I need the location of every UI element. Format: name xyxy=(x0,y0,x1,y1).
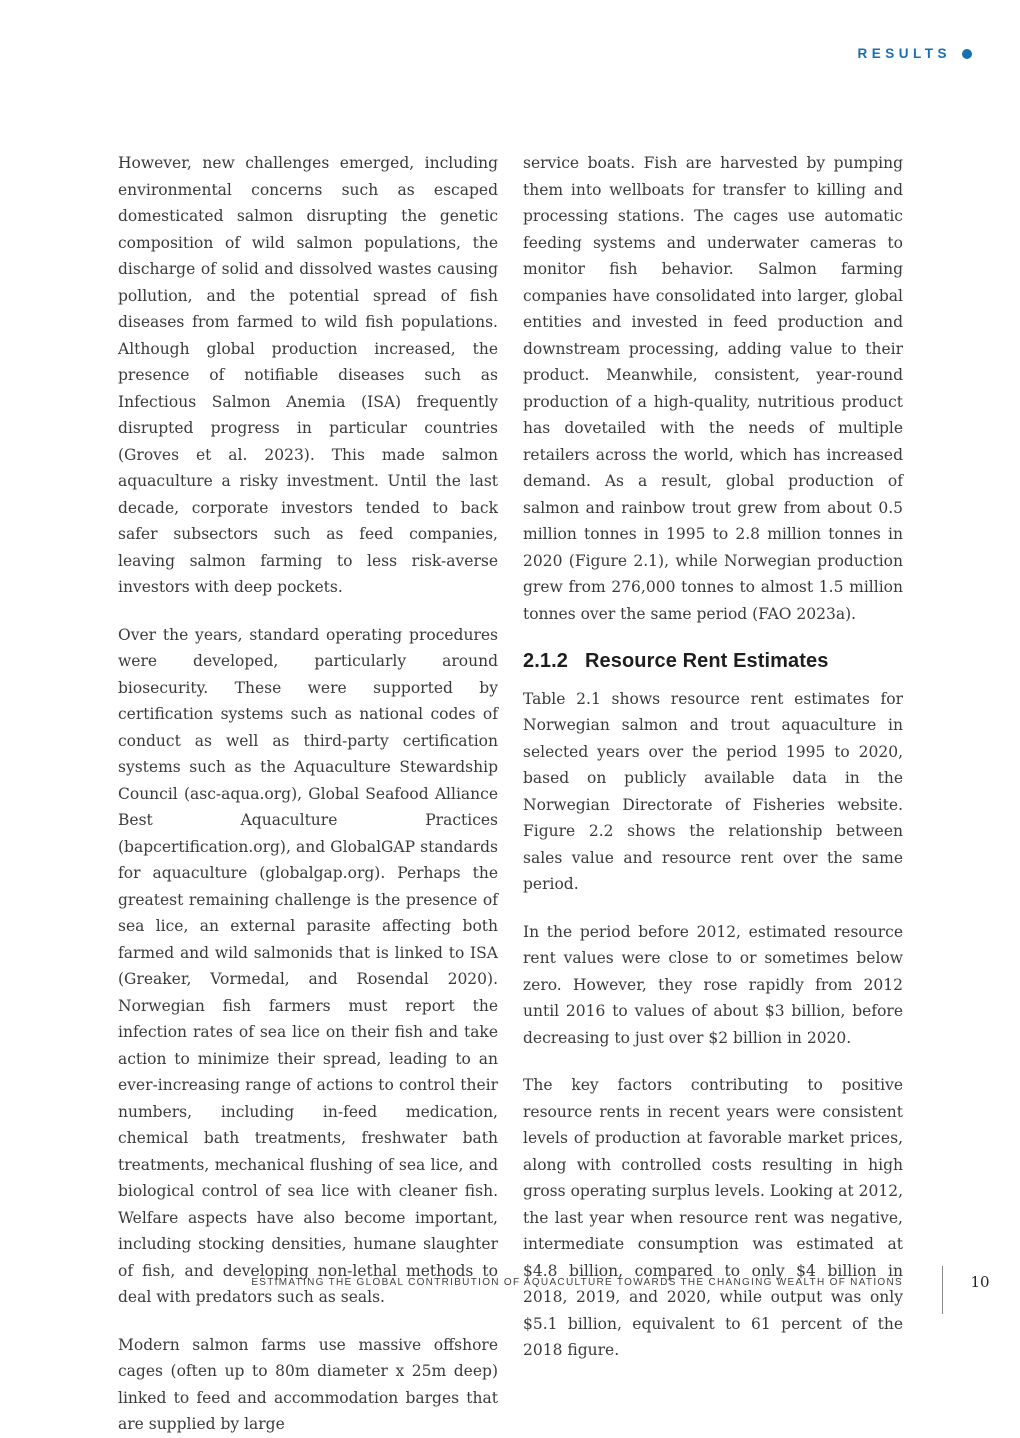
paragraph: The key factors contributing to positive resource rents in recent years were consistent levels of production at favorable market prices, along with controlled costs resulting in high gross operating surplus levels. Looking at 2012, the last year when resource rent was negative, intermediate consumption was estimated at $4.8 billion, compared to only $4 billion in 2018, 2019, and 2020, while output was only $5.1 billion, equivalent to 61 percent of the 2018 figure. xyxy=(523,1076,903,1359)
left-column xyxy=(118,150,498,1438)
paragraph: Modern salmon farms use massive offshore cages (often up to 80m diameter x 25m deep) linked to feed and accommodation barges that are supplied by large xyxy=(118,1335,498,1433)
body-content xyxy=(118,150,903,1438)
section-label: RESULTS xyxy=(857,46,951,61)
paragraph: In the period before 2012, estimated resource rent values were close to or sometimes below zero. However, they rose rapidly from 2012 until 2016 to values of about $3 billion, before decreasing to just over $2 billion in 2020. xyxy=(523,922,903,1047)
paragraph: Over the years, standard operating procedures were developed, particularly around biosecurity. These were supported by certification systems such as national codes of conduct as well as third-party certification systems such as the Aquaculture Stewardship Council (asc-aqua.org), Global Seafood Alliance Best Aquaculture Practices (bapcertification.org), and GlobalGAP standards for aquaculture (globalgap.org). Perhaps the greatest remaining challenge is the presence of sea lice, an external parasite affecting both farmed and wild salmonids that is linked to ISA (Greaker, Vormedal, and Rosendal 2020). Norwegian fish farmers must report the infection rates of sea lice on their fish and take action to minimize their spread, leading to an ever-increasing range of actions to control their numbers, including in-feed medication, chemical bath treatments, freshwater bath treatments, mechanical flushing of sea lice, and biological control of sea lice with cleaner fish. Welfare aspects have also become important, including stocking densities, humane slaughter of fish, and developing non-lethal methods to deal with predators such as seals. xyxy=(118,625,498,1306)
paragraph: Table 2.1 shows resource rent estimates for Norwegian salmon and trout aquaculture in selected years over the period 1995 to 2020, based on publicly available data in the Norwegian Directorate of Fisheries website. Figure 2.2 shows the relationship between sales value and resource rent over the same period. xyxy=(523,689,903,893)
right-column xyxy=(523,150,903,1438)
footer-divider xyxy=(942,1266,943,1314)
paragraph: service boats. Fish are harvested by pumping them into wellboats for transfer to killing and processing stations. The cages use automatic feeding systems and underwater cameras to monitor fish behavior. Salmon farming companies have consolidated into larger, global entities and invested in feed production and downstream processing, adding value to their product. Meanwhile, consistent, year-round production of a high-quality, nutritious product has dovetailed with the needs of multiple retailers across the world, which has increased demand. As a result, global production of salmon and rainbow trout grew from about 0.5 million tonnes in 1995 to 2.8 million tonnes in 2020 (Figure 2.1), while Norwegian production grew from 276,000 tonnes to almost 1.5 million tonnes over the same period (FAO 2023a). xyxy=(523,154,903,623)
paragraph: However, new challenges emerged, including environmental concerns such as escaped domesticated salmon disrupting the genetic composition of wild salmon populations, the discharge of solid and dissolved wastes causing pollution, and the potential spread of fish diseases from farmed to wild fish populations. Although global production increased, the presence of notifiable diseases such as Infectious Salmon Anemia (ISA) frequently disrupted progress in particular countries (Groves et al. 2023). This made salmon aquaculture a risky investment. Until the last decade, corporate investors tended to back safer subsectors such as feed companies, leaving salmon farming to less risk-averse investors with deep pockets. xyxy=(118,154,498,596)
page-number: 10 xyxy=(970,1273,990,1291)
section-heading-title: Resource Rent Estimates xyxy=(584,650,829,672)
running-head xyxy=(857,46,972,61)
page-footer xyxy=(0,1262,1020,1316)
section-bullet-icon xyxy=(962,49,972,59)
section-heading-number: 2.1.2 xyxy=(523,650,568,672)
footer-running-title: ESTIMATING THE GLOBAL CONTRIBUTION OF AQUACULTURE TOWARDS THE CHANGING WEALTH OF NATIONS xyxy=(251,1277,903,1288)
section-heading xyxy=(523,648,903,675)
